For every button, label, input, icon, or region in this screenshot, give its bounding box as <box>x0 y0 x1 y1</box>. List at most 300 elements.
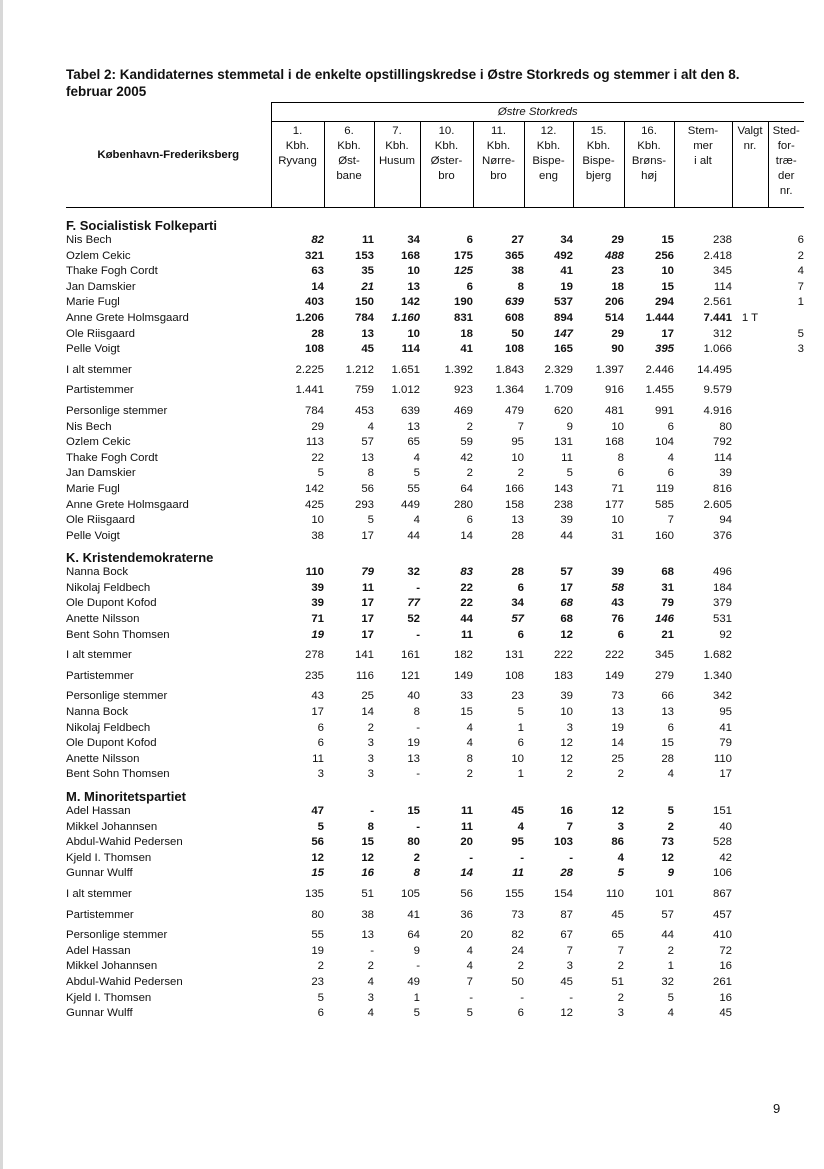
personal-votes: 6 <box>517 737 524 750</box>
personal-votes: 3 <box>367 737 374 750</box>
candidate-name: Anette Nilsson <box>66 752 140 765</box>
total-row-value: 2.446 <box>645 363 674 376</box>
personal-votes: 6 <box>617 467 624 480</box>
personal-votes: 80 <box>719 420 732 433</box>
personal-votes: 7 <box>466 975 473 988</box>
party-votes-row-value: 457 <box>712 908 732 921</box>
column-header-line: Kbh. <box>385 140 409 152</box>
party-votes-row-value: 1.455 <box>645 384 674 397</box>
personal-votes: 14 <box>460 529 473 542</box>
district-votes: 27 <box>511 234 524 246</box>
district-votes: 47 <box>311 805 324 817</box>
personal-votes: 25 <box>611 752 624 765</box>
substitute-number <box>768 628 804 644</box>
district-votes: 256 <box>654 249 674 262</box>
personal-candidate-row <box>66 435 804 451</box>
district-votes: 71 <box>311 613 324 626</box>
district-votes: 79 <box>361 566 374 579</box>
personal-candidate-row <box>66 466 804 482</box>
district-votes: 34 <box>511 597 524 610</box>
empty-cell <box>768 944 804 960</box>
personal-votes: 10 <box>611 514 624 527</box>
personal-votes: 166 <box>504 482 524 495</box>
substitute-number: 7 <box>797 280 804 293</box>
total-row-value: 161 <box>400 649 420 662</box>
total-row-value: 110 <box>605 887 624 900</box>
district-votes: 50 <box>511 327 524 340</box>
candidate-name: Jan Damskier <box>66 467 136 480</box>
personal-votes-row-value: 65 <box>611 929 624 942</box>
total-row-value: 222 <box>553 649 573 662</box>
total-votes: 114 <box>713 280 732 293</box>
district-votes: 5 <box>317 820 324 833</box>
party-votes-row-value: 1.441 <box>295 384 324 397</box>
district-votes: 17 <box>661 327 674 340</box>
personal-votes: 2 <box>617 960 624 973</box>
district-votes: - <box>569 851 573 864</box>
personal-votes: 792 <box>712 436 732 449</box>
candidate-row <box>66 804 804 820</box>
column-header-line: i alt <box>694 155 712 167</box>
total-row-value: 154 <box>553 887 573 900</box>
candidate-row <box>66 233 804 249</box>
candidate-row <box>66 820 804 836</box>
column-header <box>524 122 573 208</box>
total-row <box>66 363 804 379</box>
district-votes: 14 <box>460 867 473 880</box>
empty-cell <box>768 498 804 514</box>
candidate-row <box>66 835 804 851</box>
district-votes: 10 <box>407 327 420 340</box>
personal-votes: 4 <box>667 768 674 781</box>
total-row-value: 1.843 <box>495 363 524 376</box>
candidate-name: Bent Sohn Thomsen <box>66 628 170 641</box>
elected-number <box>732 804 768 820</box>
substitute-number <box>768 596 804 612</box>
personal-votes: 6 <box>667 467 674 480</box>
district-votes: 8 <box>517 280 524 293</box>
total-votes: 238 <box>712 234 732 246</box>
personal-votes-row-label: Personlige stemmer <box>66 404 168 417</box>
personal-votes: 158 <box>504 498 524 511</box>
district-votes: 12 <box>611 805 624 817</box>
candidate-name: Ozlem Cekic <box>66 436 131 449</box>
district-votes: 18 <box>611 280 624 293</box>
elected-number <box>732 233 768 249</box>
district-votes: 5 <box>617 867 624 880</box>
district-votes: 44 <box>460 613 473 626</box>
personal-votes-row-value: 342 <box>712 690 732 703</box>
candidate-name: Adel Hassan <box>66 944 131 957</box>
personal-votes: 1 <box>667 960 674 973</box>
district-votes: 11 <box>512 867 524 880</box>
column-header-line: Sted- <box>772 125 800 137</box>
column-header-line: Kbh. <box>637 140 661 152</box>
district-votes: 68 <box>661 566 674 579</box>
total-votes: 312 <box>712 327 732 340</box>
candidate-name: Ole Dupont Kofod <box>66 737 157 750</box>
column-header-line: 7. <box>392 125 402 137</box>
district-votes: 15 <box>311 867 324 880</box>
empty-cell <box>768 736 804 752</box>
column-header-line: Brøns- <box>631 155 667 167</box>
candidate-row <box>66 295 804 311</box>
empty-cell <box>768 383 804 399</box>
personal-votes-row-value: 481 <box>604 404 624 417</box>
district-votes: 4 <box>617 851 624 864</box>
party-name: F. Socialistisk Folkeparti <box>66 218 217 233</box>
personal-votes: 14 <box>361 706 374 719</box>
elected-number <box>732 342 768 358</box>
empty-cell <box>768 513 804 529</box>
column-header-line: Bispe- <box>532 155 565 167</box>
party-name: K. Kristendemokraterne <box>66 550 214 566</box>
district-votes: 3 <box>617 820 624 833</box>
column-header-line: Kbh. <box>486 140 511 152</box>
district-votes: 7 <box>566 820 573 833</box>
total-row-value: 56 <box>460 887 473 900</box>
personal-votes: 1 <box>413 991 420 1004</box>
empty-cell <box>768 959 804 975</box>
candidate-name: Pelle Voigt <box>66 343 120 356</box>
personal-candidate-row <box>66 482 804 498</box>
personal-votes: 4 <box>466 721 473 734</box>
substitute-number: 4 <box>797 265 804 278</box>
personal-votes: 113 <box>305 436 324 449</box>
total-row-value: 1.651 <box>391 363 420 376</box>
personal-votes: 9 <box>413 944 420 957</box>
district-votes: 34 <box>560 234 573 246</box>
personal-votes: 19 <box>311 944 324 957</box>
district-votes: 45 <box>361 343 374 356</box>
total-row-value: 141 <box>354 649 374 662</box>
district-votes: 6 <box>517 581 524 594</box>
empty-cell <box>768 721 804 737</box>
personal-votes: 4 <box>367 1007 374 1020</box>
personal-votes: 238 <box>553 498 573 511</box>
total-row-value: 2.225 <box>295 363 324 376</box>
district-votes: 831 <box>453 311 473 324</box>
personal-votes: 142 <box>304 482 324 495</box>
district-votes: 146 <box>654 613 674 626</box>
district-votes: 39 <box>611 566 624 579</box>
substitute-number <box>768 804 804 820</box>
total-row-value: 867 <box>712 887 732 900</box>
total-row-value: 131 <box>504 649 524 662</box>
total-row-value: 1.682 <box>703 649 732 662</box>
personal-votes: 51 <box>611 975 624 988</box>
elected-number <box>732 596 768 612</box>
district-votes: 12 <box>661 851 674 864</box>
personal-votes: 44 <box>560 529 573 542</box>
personal-votes: 12 <box>560 737 573 750</box>
personal-votes-row-label: Personlige stemmer <box>66 690 168 703</box>
elected-number <box>732 295 768 311</box>
personal-votes: 50 <box>511 975 524 988</box>
personal-votes-row-value: 39 <box>560 690 573 703</box>
total-votes: 345 <box>712 265 732 278</box>
district-votes: 76 <box>611 613 624 626</box>
district-votes: 29 <box>611 234 624 246</box>
column-header-line: bjerg <box>585 170 612 182</box>
empty-cell <box>732 498 768 514</box>
party-votes-row-value: 279 <box>654 669 674 682</box>
elected-number <box>732 612 768 628</box>
total-votes: 7.441 <box>703 311 732 324</box>
district-votes: 2 <box>413 851 420 864</box>
personal-votes: 5 <box>317 991 324 1004</box>
personal-votes: 6 <box>317 737 324 750</box>
column-header-line: nr. <box>779 185 793 197</box>
empty-cell <box>732 420 768 436</box>
personal-candidate-row <box>66 959 804 975</box>
empty-cell <box>732 383 768 399</box>
personal-votes: 104 <box>654 436 674 449</box>
column-header-line: Valgt <box>737 125 763 137</box>
empty-cell <box>768 529 804 545</box>
party-votes-row-value: 36 <box>460 908 473 921</box>
personal-votes: 5 <box>466 1007 473 1020</box>
personal-votes: 13 <box>511 514 524 527</box>
personal-votes: 5 <box>413 1007 420 1020</box>
total-votes: 2.418 <box>703 249 732 262</box>
column-header <box>768 122 804 208</box>
district-votes: 17 <box>361 613 374 626</box>
total-row-value: 155 <box>504 887 524 900</box>
empty-cell <box>768 466 804 482</box>
candidate-name: Anne Grete Holmsgaard <box>66 311 189 324</box>
party-votes-row-value: 149 <box>604 669 624 682</box>
personal-votes-row-value: 67 <box>560 929 573 942</box>
district-votes: 13 <box>407 280 420 293</box>
personal-votes-row-value: 33 <box>460 690 473 703</box>
personal-votes: 280 <box>453 498 473 511</box>
personal-votes: 4 <box>466 737 473 750</box>
total-votes: 496 <box>712 566 732 579</box>
personal-votes: 22 <box>311 451 324 464</box>
substitute-number <box>768 565 804 581</box>
personal-votes: 13 <box>361 451 374 464</box>
district-votes: 82 <box>311 234 324 246</box>
column-header-line: Kbh. <box>536 140 561 152</box>
personal-votes: 10 <box>311 514 324 527</box>
personal-votes: 177 <box>604 498 624 511</box>
personal-votes-row-value: 73 <box>611 690 624 703</box>
elected-number <box>732 628 768 644</box>
personal-votes: 16 <box>719 991 732 1004</box>
substitute-number: 5 <box>797 327 804 340</box>
personal-votes-row-value: 991 <box>654 404 674 417</box>
district-votes: 168 <box>400 249 420 262</box>
personal-votes: 5 <box>517 706 524 719</box>
region-left-header: København-Frederiksberg <box>97 148 240 161</box>
district-votes: 79 <box>661 597 674 610</box>
district-votes: 68 <box>560 597 573 610</box>
district-votes: 41 <box>560 265 573 278</box>
personal-votes: 42 <box>460 451 473 464</box>
district-votes: 125 <box>453 265 473 278</box>
total-row-value: 222 <box>604 649 624 662</box>
personal-votes: 13 <box>661 706 674 719</box>
party-votes-row-value: 57 <box>661 908 674 921</box>
district-votes: - <box>370 805 374 817</box>
party-votes-row-value: 1.364 <box>495 384 524 397</box>
party-heading-row <box>66 783 804 804</box>
personal-votes: 72 <box>719 944 732 957</box>
empty-cell <box>732 482 768 498</box>
empty-cell <box>732 404 768 420</box>
personal-votes: 23 <box>311 975 324 988</box>
party-votes-row-value: 1.709 <box>544 384 573 397</box>
district-votes: 395 <box>654 343 674 356</box>
empty-cell <box>732 466 768 482</box>
personal-votes: 17 <box>311 706 324 719</box>
empty-cell <box>732 363 768 379</box>
district-votes: 16 <box>560 805 573 817</box>
personal-votes: - <box>469 991 473 1004</box>
column-header-line: Bispe- <box>582 155 615 167</box>
district-votes: 6 <box>466 234 473 246</box>
column-header-line: for- <box>777 140 795 152</box>
column-header-line: bro <box>438 170 455 182</box>
empty-cell <box>732 975 768 991</box>
personal-votes: 168 <box>604 436 624 449</box>
district-votes: 10 <box>661 265 674 278</box>
personal-votes: 2 <box>317 960 324 973</box>
personal-votes: 119 <box>655 482 674 495</box>
empty-cell <box>768 1006 804 1022</box>
district-votes: 18 <box>460 327 473 340</box>
personal-votes: 816 <box>712 482 732 495</box>
personal-votes: 3 <box>617 1007 624 1020</box>
district-votes: 206 <box>604 296 624 309</box>
district-votes: 35 <box>361 265 374 278</box>
personal-votes: 2 <box>466 467 473 480</box>
personal-votes: - <box>520 991 524 1004</box>
district-votes: 21 <box>361 280 374 293</box>
district-votes: 73 <box>661 836 674 849</box>
personal-votes-row-value: 44 <box>661 929 674 942</box>
personal-votes-row-value: 23 <box>511 690 524 703</box>
personal-votes-row-value: 469 <box>453 404 473 417</box>
party-name: M. Minoritetspartiet <box>66 789 186 804</box>
total-row-value: 135 <box>304 887 324 900</box>
district-votes: 52 <box>407 613 420 626</box>
personal-candidate-row <box>66 498 804 514</box>
district-votes: 403 <box>304 296 324 309</box>
candidate-row <box>66 311 804 327</box>
empty-cell <box>732 451 768 467</box>
district-votes: 8 <box>413 867 420 880</box>
party-votes-row-value: 183 <box>553 669 573 682</box>
personal-votes: 13 <box>407 752 420 765</box>
personal-votes: 2 <box>367 960 374 973</box>
personal-votes: 39 <box>560 514 573 527</box>
district-votes: 17 <box>361 597 374 610</box>
personal-votes: 10 <box>511 752 524 765</box>
personal-votes: 45 <box>560 975 573 988</box>
empty-cell <box>732 529 768 545</box>
personal-votes: 2 <box>466 420 473 433</box>
column-header <box>473 122 524 208</box>
district-votes: - <box>416 581 420 594</box>
substitute-number: 2 <box>797 249 804 262</box>
district-votes: 514 <box>604 311 624 324</box>
empty-cell <box>732 991 768 1007</box>
party-votes-row-label: Partistemmer <box>66 669 134 682</box>
empty-cell <box>732 736 768 752</box>
district-votes: 1.444 <box>645 311 674 324</box>
district-votes: 1.160 <box>391 311 420 324</box>
district-votes: 22 <box>460 581 473 594</box>
party-votes-row <box>66 908 804 924</box>
candidate-name: Ole Riisgaard <box>66 327 136 340</box>
column-header-line: Øster- <box>430 155 463 167</box>
empty-cell <box>732 752 768 768</box>
candidate-name: Thake Fogh Cordt <box>66 265 158 278</box>
district-votes: 12 <box>560 628 573 641</box>
column-header-line: træ- <box>775 155 797 167</box>
district-votes: 6 <box>517 628 524 641</box>
personal-votes-row-value: 410 <box>712 929 732 942</box>
candidate-name: Gunnar Wulff <box>66 867 133 880</box>
candidate-name: Marie Fugl <box>66 296 120 309</box>
district-votes: 29 <box>611 327 624 340</box>
column-header-line: 6. <box>344 125 354 137</box>
personal-votes: 10 <box>611 420 624 433</box>
empty-cell <box>732 721 768 737</box>
results-table <box>66 102 804 1022</box>
personal-votes: 6 <box>667 420 674 433</box>
district-votes: 31 <box>661 581 674 594</box>
personal-candidate-row <box>66 752 804 768</box>
district-votes: 19 <box>560 280 573 293</box>
personal-votes: 29 <box>311 420 324 433</box>
personal-votes-row-value: 4.916 <box>703 404 732 417</box>
district-votes: 57 <box>560 566 573 579</box>
district-votes: 6 <box>617 628 624 641</box>
personal-votes: 11 <box>312 752 324 765</box>
district-votes: 488 <box>604 249 624 262</box>
personal-votes: 49 <box>407 975 420 988</box>
empty-cell <box>732 887 768 903</box>
column-header <box>573 122 624 208</box>
column-header-line: Kbh. <box>285 140 310 152</box>
party-votes-row-value: 80 <box>311 908 324 921</box>
district-votes: - <box>520 851 524 864</box>
column-header-line: Stem- <box>687 125 719 137</box>
candidate-row <box>66 342 804 358</box>
personal-votes: - <box>370 944 374 957</box>
district-votes: 11 <box>361 581 374 594</box>
column-header-line: Kbh. <box>586 140 611 152</box>
district-votes: 8 <box>367 820 374 833</box>
candidate-name: Mikkel Johannsen <box>66 960 158 973</box>
district-votes: 165 <box>553 343 573 356</box>
total-votes: 106 <box>712 867 732 880</box>
party-votes-row-value: 108 <box>504 669 524 682</box>
table-title: Tabel 2: Kandidaternes stemmetal i de enkelte opstillingskredse i Østre Storkreds og stemmer i alt den 8. februar 2005 <box>66 67 740 99</box>
column-header <box>420 122 473 208</box>
total-row-value: 105 <box>400 887 420 900</box>
candidate-row <box>66 851 804 867</box>
district-votes: 45 <box>511 805 524 817</box>
empty-cell <box>768 991 804 1007</box>
personal-votes-row-value: 40 <box>407 690 420 703</box>
personal-votes: 261 <box>712 975 732 988</box>
personal-votes: 3 <box>566 721 573 734</box>
column-header-line: eng <box>538 170 558 182</box>
